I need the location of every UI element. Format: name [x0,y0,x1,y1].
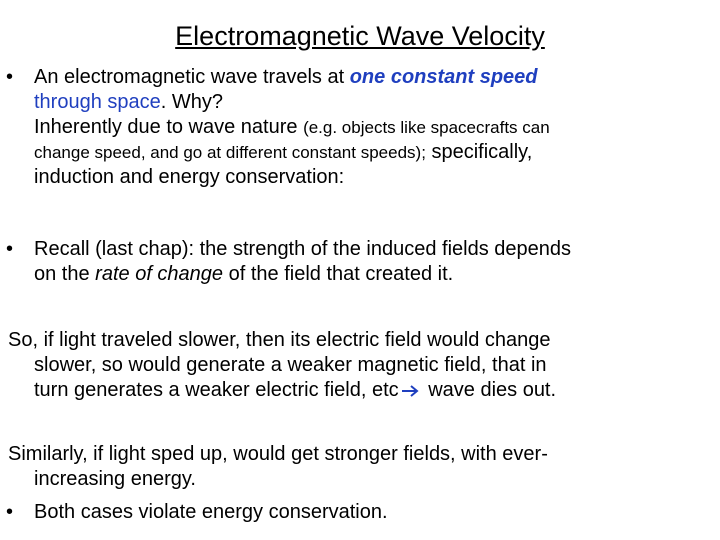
p2-line-1: Recall (last chap): the strength of the induced fields depends [34,238,571,260]
p3-line-3: turn generates a weaker electric field, etc wave dies out. [34,379,557,401]
emphasis-rate-of-change: rate of change [95,263,224,285]
p4-line-1: Similarly, if light sped up, would get stronger fields, with ever- [8,443,548,465]
bullet: • [6,66,14,88]
paragraph-recall [0,237,720,287]
p1-line-5: induction and energy conservation: [34,166,345,188]
bullet: • [6,238,14,260]
p1-line-2: through space. Why? [34,91,224,113]
paragraph-slower [8,328,720,403]
paragraph-faster [8,442,720,492]
paragraph-conclusion [0,500,720,525]
p3-line-1: So, if light traveled slower, then its electric field would change [8,329,551,351]
p1-line-3: Inherently due to wave nature (e.g. objects like spacecrafts can [34,116,550,138]
p3-line-2: slower, so would generate a weaker magnetic field, that in [34,354,547,376]
p4-line-3: Both cases violate energy conservation. [34,501,388,523]
p1-line-1: An electromagnetic wave travels at one constant speed [34,66,538,88]
p2-line-2: on the rate of change of the field that created it. [34,263,454,285]
bullet: • [6,501,14,523]
paragraph-wave-speed [0,65,720,190]
right-arrow-icon [401,384,421,398]
through-space-text: through space [34,91,161,113]
slide-title: Electromagnetic Wave Velocity [175,21,545,51]
p1-line-4: change speed, and go at different constant speeds); specifically, [34,141,533,163]
p4-line-2: increasing energy. [34,468,196,490]
emphasis-constant-speed: one constant speed [349,66,538,88]
